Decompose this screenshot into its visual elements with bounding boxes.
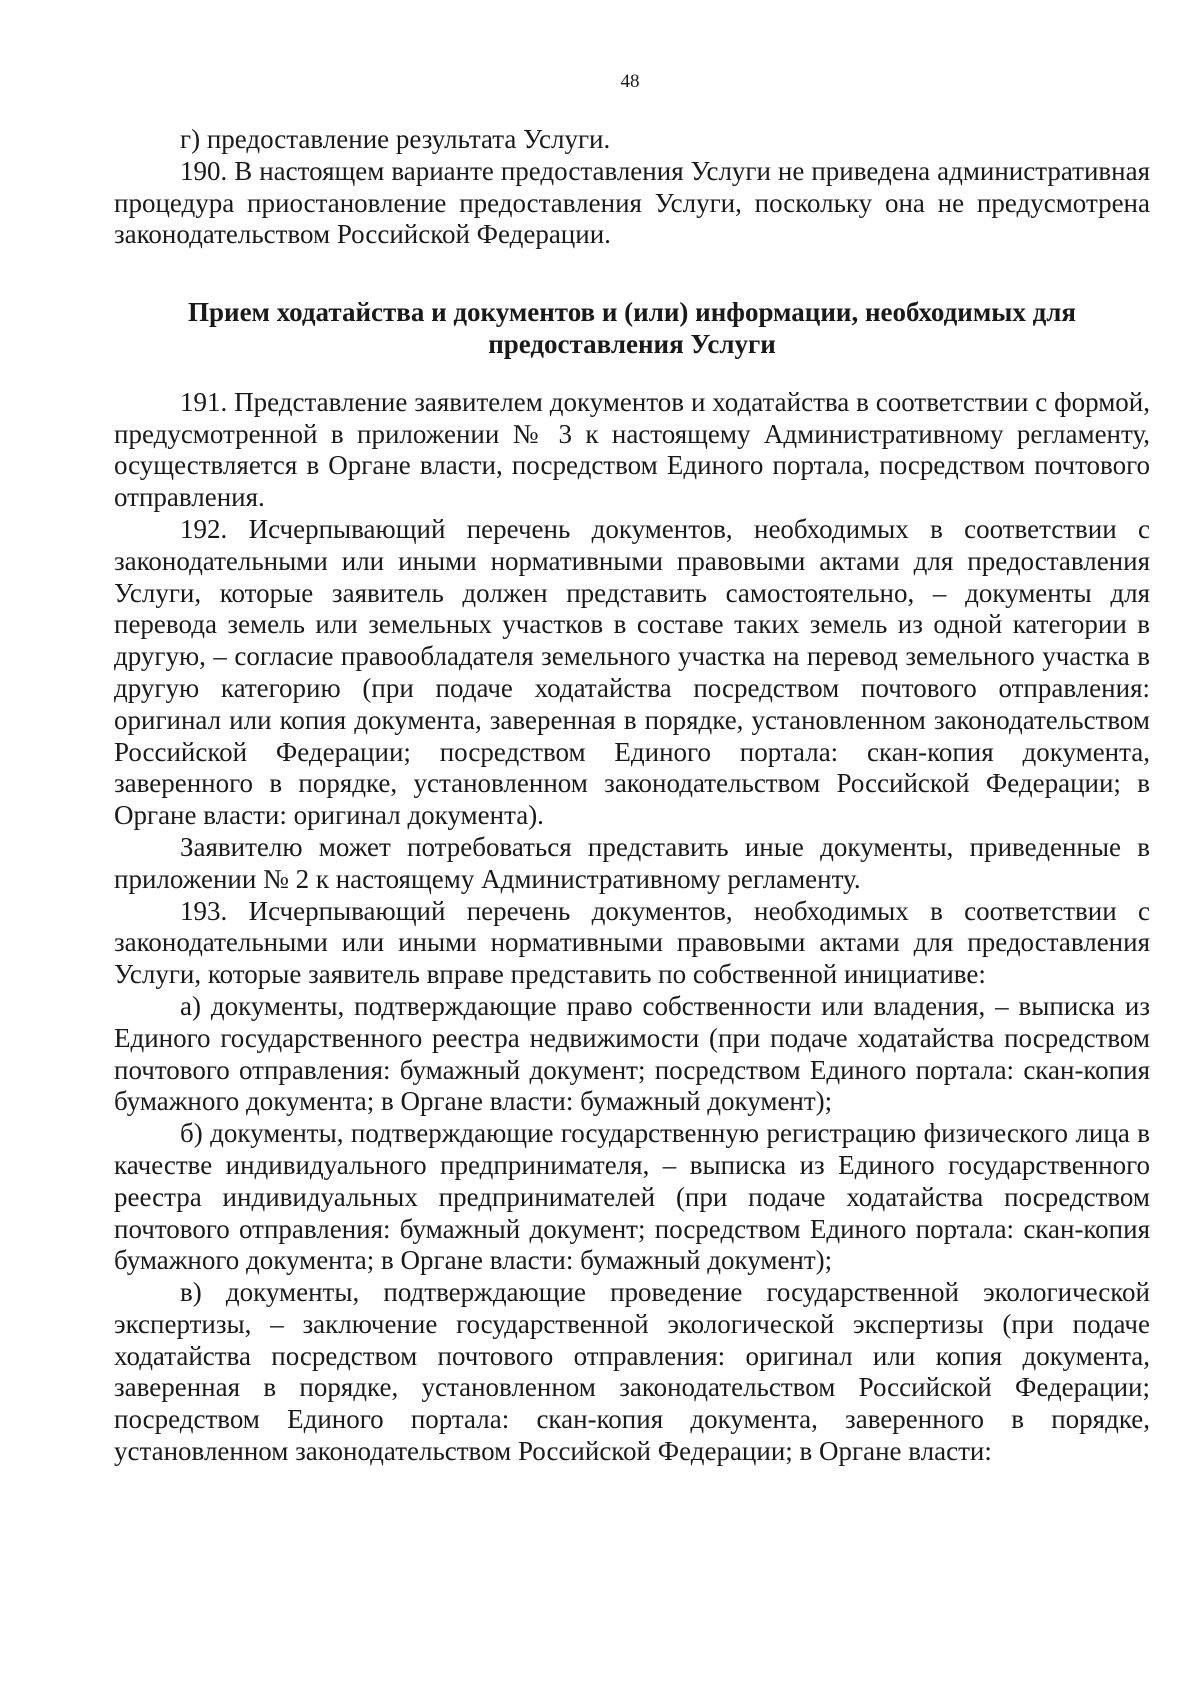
page-number: 48 xyxy=(620,71,640,92)
paragraph-193-item-v: в) документы, подтверждающие проведение государственной экологической экспертизы, – заключение государственной экологической экспертизы (при подаче ходатайства посредством почтового отправления: оригинал или копия документа, заверенная в порядке, установленном законодательством Российской Федерации; посредством Единого портала: скан-копия документа, заверенного в порядке, установленном законодательством Российской Федерации; в Органе власти: xyxy=(114,1277,1150,1467)
paragraph-190: 190. В настоящем варианте предоставления Услуги не приведена административная процедура приостановление предоставления Услуги, поскольку она не предусмотрена законодательством Российской Федерации. xyxy=(114,155,1150,250)
paragraph-192-note: Заявителю может потребоваться представить иные документы, приведенные в приложении № 2 к настоящему Административному регламенту. xyxy=(114,831,1150,894)
paragraph-193: 193. Исчерпывающий перечень документов, необходимых в соответствии с законодательными или иными нормативными правовыми актами для предоставления Услуги, которые заявитель вправе представить по собственной инициативе: xyxy=(114,895,1150,990)
paragraph-191: 191. Представление заявителем документов и ходатайства в соответствии с формой, предусмотренной в приложении № 3 к настоящему Административному регламенту, осуществляется в Органе власти, посредством Единого портала, посредством почтового отправления. xyxy=(114,386,1150,513)
section-heading: Прием ходатайства и документов и (или) информации, необходимых для предоставления Услуги xyxy=(188,297,1076,359)
paragraph-193-item-a: а) документы, подтверждающие право собственности или владения, – выписка из Единого государственного реестра недвижимости (при подаче ходатайства посредством почтового отправления: бумажный документ; посредством Единого портала: скан-копия бумажного документа; в Органе власти: бумажный документ); xyxy=(114,990,1150,1117)
document-body xyxy=(114,124,1150,1468)
paragraph-193-item-b: б) документы, подтверждающие государственную регистрацию физического лица в качестве индивидуального предпринимателя, – выписка из Единого государственного реестра индивидуальных предпринимателей (при подаче ходатайства посредством почтового отправления: бумажный документ; посредством Единого портала: скан-копия бумажного документа; в Органе власти: бумажный документ); xyxy=(114,1118,1150,1276)
paragraph-item-g: г) предоставление результата Услуги. xyxy=(180,124,611,154)
paragraph-192: 192. Исчерпывающий перечень документов, необходимых в соответствии с законодательными или иными нормативными правовыми актами для предоставления Услуги, которые заявитель должен представить самостоятельно, – документы для перевода земель или земельных участков в составе таких земель из одной категории в другую, – согласие правообладателя земельного участка на перевод земельного участка в другую категорию (при подаче ходатайства посредством почтового отправления: оригинал или копия документа, заверенная в порядке, установленном законодательством Российской Федерации; посредством Единого портала: скан-копия документа, заверенного в порядке, установленном законодательством Российской Федерации; в Органе власти: оригинал документа). xyxy=(114,513,1150,831)
